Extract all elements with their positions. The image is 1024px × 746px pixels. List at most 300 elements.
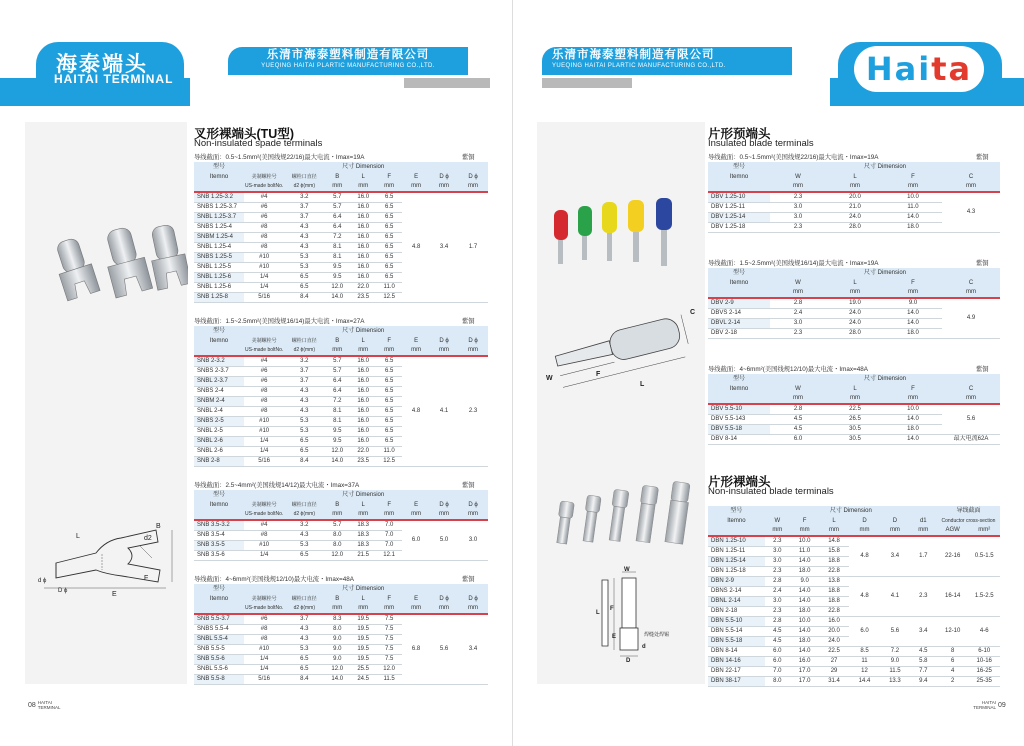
col-F: F (911, 173, 915, 180)
blank-head (402, 326, 430, 336)
table-head-row (708, 526, 1000, 536)
col-unit-mm: mm (908, 395, 918, 401)
cell-value: 14.0 (884, 309, 942, 319)
cell-value: 7.5 (376, 635, 402, 645)
cell-value: 16.0 (350, 407, 376, 417)
col-unit-mm: mm (918, 527, 929, 533)
blank-head (194, 604, 244, 614)
cell-value: 11.5 (376, 675, 402, 685)
spade-material-2: 紫铜 (462, 482, 475, 489)
merged-d: 2.3 (458, 356, 488, 467)
cell-value: 14.4 (849, 677, 881, 687)
col-F: F (387, 595, 391, 602)
col-unit-mm: mm (439, 605, 450, 611)
cell-value: 18.3 (350, 520, 376, 531)
cell-value: 17.0 (790, 667, 819, 677)
cell-value: 14.0 (790, 627, 819, 637)
col-us-bolt: 美制螺栓号 (251, 337, 277, 344)
item-number: DBV 5.5-18 (708, 425, 770, 435)
cell-value: 29 (819, 667, 848, 677)
cell-value: #10 (244, 263, 284, 273)
col-model-cn: 型号 (732, 375, 745, 382)
cell-value: #8 (244, 387, 284, 397)
table-head-row (708, 506, 1000, 516)
cell-value: 2.4 (765, 587, 790, 597)
spade-spec-2: 导线截面：2.5~4mm²(美国线规14/12)最大电流・Imax=37A (194, 482, 360, 489)
merged-d1: 3.4 (910, 617, 937, 647)
col-unit-mm: mm (793, 289, 803, 295)
col-model-cn: 型号 (212, 327, 225, 334)
col-L: L (853, 173, 857, 180)
col-unit-mm: mm (332, 605, 343, 611)
company-name-cn: 乐清市海泰塑料制造有限公司 (266, 49, 430, 61)
col-W: W (795, 385, 801, 392)
cell-value: 16.0 (350, 192, 376, 203)
section-subtitle-bare-blade: Non-insulated blade terminals (708, 486, 834, 497)
cell-value: 8.0 (324, 531, 350, 541)
item-number: SNBL 1.25-3.7 (194, 213, 244, 223)
blank-head (244, 162, 284, 172)
grey-accent-bar-right (542, 78, 632, 88)
cell-value: 10.0 (790, 617, 819, 627)
col-D: D (892, 517, 898, 524)
table-head-row (708, 162, 1000, 172)
cell-value: 19.5 (350, 655, 376, 665)
col-d: D ϕ (468, 595, 478, 602)
blank-head (708, 182, 770, 192)
col-unit-mm: mm (358, 347, 369, 353)
merged-d: 3.4 (458, 614, 488, 685)
item-number: DBN 8-14 (708, 647, 765, 657)
cell-value: 2.3 (765, 536, 790, 547)
col-us-bolt: 美制螺栓号 (251, 173, 277, 180)
col-unit-mm: mm (411, 605, 422, 611)
cell-value: #10 (244, 417, 284, 427)
item-number: DBN 2-9 (708, 577, 765, 587)
blank-head (284, 326, 324, 336)
col-C: C (968, 279, 974, 286)
cell-value: 19.5 (350, 625, 376, 635)
cell-value: 16.0 (350, 203, 376, 213)
item-number: DBV 1.25-14 (708, 213, 770, 223)
cell-value: 11.5 (880, 667, 909, 677)
cell-value: 3.7 (284, 367, 324, 377)
cell-value: 5.8 (910, 657, 937, 667)
col-unit-mm: mm (850, 289, 860, 295)
col-unit-mm: mm (889, 527, 900, 533)
col-us-bolt-en: US-made boltNo. (244, 183, 284, 189)
blank-head (194, 510, 244, 520)
cell-value: 16.0 (350, 263, 376, 273)
cell-value: 18.8 (819, 597, 848, 607)
item-number: SNBL 2-4 (194, 407, 244, 417)
item-number: DBN 1.25-11 (708, 547, 765, 557)
cell-value: 5/16 (244, 457, 284, 467)
cell-value: 7.5 (376, 645, 402, 655)
cell-value: 4.3 (284, 243, 324, 253)
cell-value: 3.0 (765, 597, 790, 607)
cell-value: 18.3 (350, 531, 376, 541)
cell-value: 22.8 (819, 567, 848, 577)
col-F: F (387, 337, 391, 344)
table-head-row (194, 346, 488, 356)
item-number: SNBS 2-4 (194, 387, 244, 397)
cell-value: 6.0 (770, 435, 826, 445)
col-unit-mm: mm (411, 347, 422, 353)
merged-d1: 1.7 (910, 536, 937, 577)
cell-value: 1/4 (244, 437, 284, 447)
col-L: L (853, 385, 857, 392)
cell-value: 2.8 (765, 577, 790, 587)
table-head-row (194, 490, 488, 500)
cell-value: 4.3 (284, 531, 324, 541)
cell-value: 5.3 (284, 263, 324, 273)
cell-value: 6.5 (376, 367, 402, 377)
item-number: SNB 3.5-5 (194, 541, 244, 551)
cell-value: 6.5 (376, 233, 402, 243)
cell-value: #8 (244, 233, 284, 243)
cell-value: 2.3 (770, 329, 826, 339)
col-model-en: Itemno (729, 173, 749, 180)
item-number: DBV 8-14 (708, 435, 770, 445)
table-head-row (708, 516, 1000, 526)
item-number: SNB 3.5-6 (194, 551, 244, 561)
merged-C: 5.6 (942, 404, 1000, 435)
cell-value: 27 (819, 657, 848, 667)
cell-value: 2.3 (770, 223, 826, 233)
col-unit-mm: mm (439, 347, 450, 353)
blank-head (402, 162, 430, 172)
col-unit-mm: mm (384, 605, 395, 611)
company-name-en-right: YUEQING HAITAI PLARTIC MANUFACTURING CO.,LTD. (552, 63, 726, 69)
col-us-bolt-en: US-made boltNo. (244, 511, 284, 517)
cell-value: 18.8 (819, 557, 848, 567)
page-number-value: 08 (28, 701, 36, 709)
cell-value: 6.4 (324, 377, 350, 387)
col-cross-section-cn: 导线截面 (956, 507, 981, 514)
col-unit-mm: mm (850, 395, 860, 401)
col-L: L (361, 501, 365, 508)
col-E: E (414, 173, 419, 180)
cell-value: 16.0 (819, 617, 848, 627)
item-number: SNB 3.5-4 (194, 531, 244, 541)
item-number: SNBM 2-4 (194, 397, 244, 407)
cell-value: 23.5 (350, 293, 376, 303)
cell-value: 1/4 (244, 283, 284, 293)
cell-value: 6.5 (376, 356, 402, 367)
cell-value: 21.5 (350, 551, 376, 561)
blank-head (244, 490, 284, 500)
cell-value: 7.0 (376, 520, 402, 531)
col-L: L (832, 517, 836, 524)
cell-value: 24.0 (819, 637, 848, 647)
cell-value: 6.0 (765, 657, 790, 667)
cell-value: 6 (937, 657, 969, 667)
item-number: SNBM 1.25-4 (194, 233, 244, 243)
cell-value: 17.0 (790, 677, 819, 687)
cell-value: 14.0 (324, 457, 350, 467)
label-L-right: L (640, 381, 645, 388)
col-dimension: 尺寸 Dimension (829, 507, 872, 514)
table-row (708, 192, 1000, 203)
cell-value: 18.0 (884, 223, 942, 233)
cell-value: 14.0 (790, 587, 819, 597)
item-number: DBN 1.25-18 (708, 567, 765, 577)
cell-value: #8 (244, 531, 284, 541)
col-dimension: 尺寸 Dimension (863, 163, 906, 170)
cell-value: 16.0 (350, 213, 376, 223)
cell-value: #4 (244, 356, 284, 367)
cell-value: 6.4 (324, 387, 350, 397)
cell-value: 4.5 (765, 627, 790, 637)
cell-value: #4 (244, 520, 284, 531)
table-row (708, 677, 1000, 687)
cell-value: 6.5 (284, 665, 324, 675)
cell-value: 12.0 (324, 283, 350, 293)
cell-value: 18.0 (790, 637, 819, 647)
cell-value: 3.7 (284, 213, 324, 223)
col-unit-mm: mm (859, 527, 870, 533)
cell-value: 2.4 (770, 309, 826, 319)
merged-mm2: 0.5-1.5 (968, 536, 1000, 577)
table-row (708, 298, 1000, 309)
cell-value: 3.0 (770, 213, 826, 223)
cell-value: 14.0 (790, 647, 819, 657)
cell-value: #8 (244, 407, 284, 417)
item-number: DBN 5.5-18 (708, 637, 765, 647)
col-unit-mm: mm (468, 183, 478, 189)
cell-value: 5.3 (284, 645, 324, 655)
cell-value: 4 (937, 667, 969, 677)
cell-value: 16.0 (350, 253, 376, 263)
cell-value: 12 (849, 667, 881, 677)
blade-spec-0: 导线截面：0.5~1.5mm²(美国线规22/16)最大电流・Imax=19A (708, 154, 879, 161)
cell-value: #10 (244, 645, 284, 655)
cell-value: 16.0 (350, 427, 376, 437)
cell-value: 5/16 (244, 675, 284, 685)
merged-E: 6.8 (402, 614, 430, 685)
cell-value: 5.7 (324, 356, 350, 367)
col-E: E (414, 595, 419, 602)
haita-logo (854, 46, 984, 92)
cell-value: 24.5 (350, 675, 376, 685)
cell-value: 14.0 (884, 415, 942, 425)
col-unit-mm: mm (772, 527, 783, 533)
cell-value: 3.2 (284, 356, 324, 367)
col-unit-mm: mm (384, 511, 395, 517)
table-head-row (194, 500, 488, 510)
col-F: F (911, 279, 915, 286)
item-number: DBN 1.25-10 (708, 536, 765, 547)
merged-D2: 4.1 (880, 577, 909, 617)
bare-blade-photo (548, 480, 698, 560)
item-number: DBV 1.25-10 (708, 192, 770, 203)
cell-value: 9.0 (324, 655, 350, 665)
label-d-bare: d (642, 644, 646, 650)
cell-value: 12.0 (324, 551, 350, 561)
table-head-row (194, 336, 488, 346)
bare-blade-diagram (582, 566, 702, 662)
col-F: F (387, 173, 391, 180)
bare-blade-table (708, 506, 1000, 687)
col-unit-mm: mm (966, 289, 976, 295)
cell-value: 9.5 (324, 263, 350, 273)
cell-value: 5.3 (284, 427, 324, 437)
blade-spec-2: 导线截面：4~6mm²(美国线规12/10)最大电流・Imax=48A (708, 366, 868, 373)
item-number: SNB 5.5-6 (194, 655, 244, 665)
col-B: B (335, 501, 340, 508)
col-model-cn: 型号 (212, 585, 225, 592)
cell-value: 2.3 (770, 192, 826, 203)
cell-value: 12.5 (376, 457, 402, 467)
item-number: SNB 5.5-5 (194, 645, 244, 655)
cell-value: 19.5 (350, 645, 376, 655)
item-number: SNB 3.5-3.2 (194, 520, 244, 531)
col-model-en: Itemno (209, 595, 229, 602)
section-title-bare-blade: 片形裸端头 (708, 475, 771, 489)
label-E: E (112, 591, 117, 598)
cell-value: 11.0 (790, 547, 819, 557)
col-F: F (911, 385, 915, 392)
cell-value: 21.0 (826, 203, 884, 213)
cell-value: 14.0 (790, 597, 819, 607)
cell-value: 4.5 (770, 415, 826, 425)
col-E: E (414, 501, 419, 508)
spade-table-3 (194, 584, 488, 685)
table-head-row (708, 374, 1000, 384)
item-number: SNBL 1.25-6 (194, 273, 244, 283)
merged-D2: 3.4 (880, 536, 909, 577)
item-number: SNBL 5.5-4 (194, 635, 244, 645)
spade-material-0: 紫铜 (462, 154, 475, 161)
cell-value: 6.5 (376, 192, 402, 203)
col-D: D ϕ (439, 337, 449, 344)
cell-value: 10-16 (968, 657, 1000, 667)
cell-value: 22.0 (350, 447, 376, 457)
cell-value: 6.5 (376, 407, 402, 417)
cell-value: 11.0 (376, 447, 402, 457)
col-model-cn: 型号 (730, 507, 743, 514)
cell-value: 8.1 (324, 253, 350, 263)
merged-C: 4.9 (942, 298, 1000, 339)
spade-spec-0: 导线截面：0.5~1.5mm²(美国线规22/16)最大电流・Imax=19A (194, 154, 365, 161)
cell-value: 14.0 (884, 319, 942, 329)
table-head-row (708, 182, 1000, 192)
merged-D: 4.8 (849, 577, 881, 617)
cell-value: 16.0 (350, 437, 376, 447)
blank-head (244, 326, 284, 336)
cell-value: 19.0 (826, 298, 884, 309)
table-head-row (194, 326, 488, 336)
cell-value: 8.4 (284, 457, 324, 467)
cell-value: 4.5 (770, 425, 826, 435)
label-D-bare: D (626, 658, 631, 662)
col-C: C (968, 173, 974, 180)
item-number: SNBL 1.25-5 (194, 263, 244, 273)
col-us-bolt: 美制螺栓号 (251, 501, 277, 508)
cell-value: 12.0 (324, 447, 350, 457)
label-D: D ϕ (58, 588, 68, 594)
item-number: SNBS 1.25-4 (194, 223, 244, 233)
table-head-row (194, 172, 488, 182)
cell-value: 6.5 (284, 447, 324, 457)
cell-value: 5/16 (244, 293, 284, 303)
cell-value: 16.0 (350, 223, 376, 233)
col-E: E (414, 337, 419, 344)
cell-value: 14.8 (819, 536, 848, 547)
cell-value: 28.0 (826, 223, 884, 233)
col-D: D ϕ (439, 173, 449, 180)
cell-value: #8 (244, 625, 284, 635)
cell-value: 9.0 (324, 645, 350, 655)
cell-value: 6.5 (376, 273, 402, 283)
col-unit-mm: mm (793, 395, 803, 401)
label-L-bare: L (596, 610, 600, 616)
weld-note: 焊缝处焊锡 (644, 632, 670, 638)
cell-value: 6.5 (376, 203, 402, 213)
cell-value: 6.5 (284, 273, 324, 283)
section-title-spade: 叉形裸端头(TU型) (194, 127, 294, 141)
cell-value: 9.4 (910, 677, 937, 687)
cell-value: 12.0 (376, 665, 402, 675)
cell-value: 6.5 (376, 263, 402, 273)
blank-head (402, 584, 430, 594)
logo-text-accent: ta (931, 50, 973, 88)
cell-value: 7.7 (910, 667, 937, 677)
cell-value: 30.5 (826, 425, 884, 435)
merged-awg: 16-14 (937, 577, 969, 617)
col-dimension: 尺寸 Dimension (342, 163, 385, 170)
spade-material-3: 紫铜 (462, 576, 475, 583)
col-unit-mm: mm (966, 183, 976, 189)
cell-value: #10 (244, 427, 284, 437)
item-number: DBN 22-17 (708, 667, 765, 677)
cell-value: 16.0 (350, 243, 376, 253)
label-W-bare: W (624, 567, 630, 573)
item-number: DBN 1.25-14 (708, 557, 765, 567)
cell-value: 16.0 (790, 657, 819, 667)
col-us-bolt: 美制螺栓号 (251, 595, 277, 602)
table-row (708, 657, 1000, 667)
cell-value: 8.4 (284, 675, 324, 685)
cell-value: 6.4 (324, 223, 350, 233)
cell-value: 4.3 (284, 407, 324, 417)
cell-value: 18.0 (884, 425, 942, 435)
spade-terminal-photo (28, 225, 188, 335)
cell-value: 10.0 (884, 192, 942, 203)
merged-D: 6.0 (849, 617, 881, 647)
cell-value: 2.8 (765, 617, 790, 627)
col-diameter-en: d2 ϕ(mm) (293, 183, 316, 189)
merged-awg: 12-10 (937, 617, 969, 647)
cell-value: 6.4 (324, 213, 350, 223)
cell-value: 5.7 (324, 367, 350, 377)
max-current-note: 最大电流62A (942, 435, 1000, 445)
col-unit-mm: mm (908, 183, 918, 189)
item-number: SNBS 5.5-4 (194, 625, 244, 635)
col-unit-mm: mm (799, 527, 810, 533)
spade-spec-1: 导线截面：1.5~2.5mm²(美国线规16/14)最大电流・Imax=27A (194, 318, 365, 325)
blank-head (430, 490, 458, 500)
table-row (708, 435, 1000, 445)
label-W: W (546, 375, 553, 382)
table-head-row (708, 288, 1000, 298)
col-us-bolt-en: US-made boltNo. (244, 605, 284, 611)
cell-value: 9.0 (884, 298, 942, 309)
blade-material-1: 紫铜 (976, 260, 989, 267)
col-dimension: 尺寸 Dimension (863, 375, 906, 382)
blank-head (708, 526, 765, 536)
